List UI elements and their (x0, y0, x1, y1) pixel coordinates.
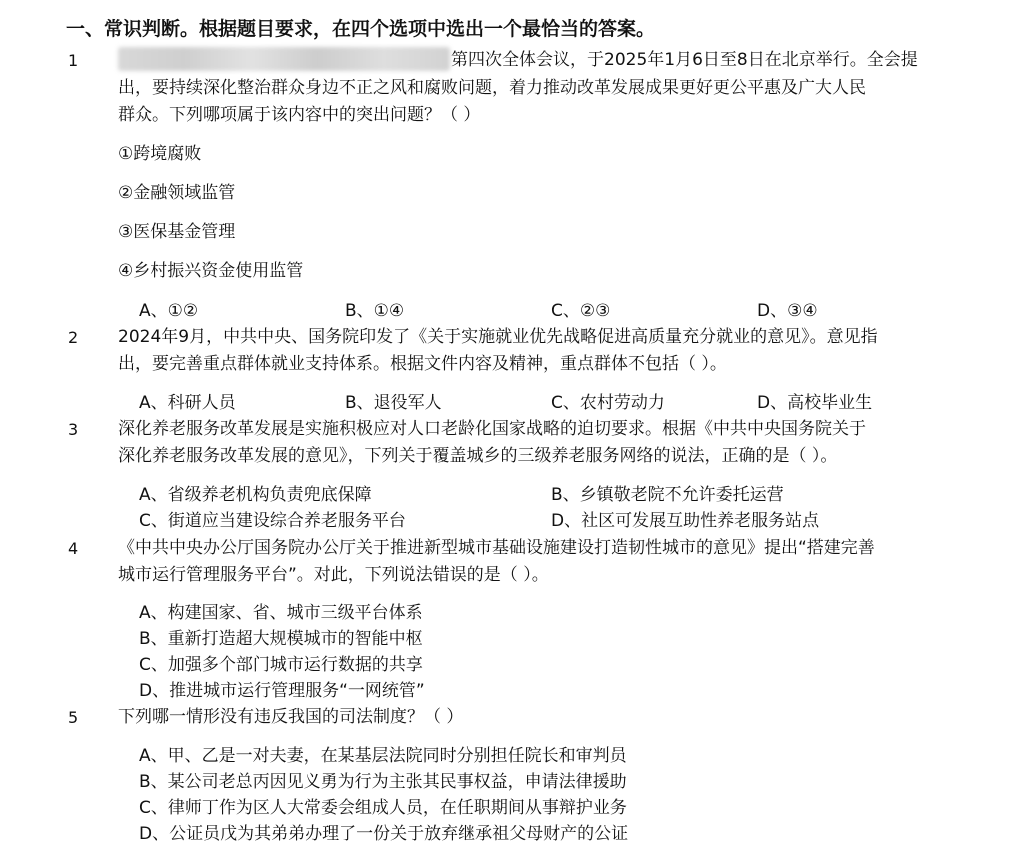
option-a: A、构建国家、省、城市三级平台体系 (139, 603, 423, 623)
question-number: 5 (68, 708, 79, 727)
question-text: 2024年9月，中共中央、国务院印发了《关于实施就业优先战略促进高质量充分就业的意见》。意见指 (118, 327, 878, 347)
question-number: 4 (68, 539, 79, 558)
statement-item: ①跨境腐败 (118, 144, 202, 164)
option-a: A、省级养老机构负责兜底保障 (139, 485, 372, 505)
question-text: 出，要完善重点群体就业支持体系。根据文件内容及精神，重点群体不包括（ ）。 (118, 354, 727, 374)
statement-item: ②金融领域监管 (118, 183, 236, 203)
question-text: 城市运行管理服务平台”。对此，下列说法错误的是（ ）。 (118, 565, 549, 585)
question-text: 深化养老服务改革发展的意见》，下列关于覆盖城乡的三级养老服务网络的说法，正确的是（ ）。 (118, 446, 838, 466)
option-b: B、重新打造超大规模城市的智能中枢 (139, 629, 423, 649)
option-b: B、某公司老总丙因见义勇为行为主张其民事权益，申请法律援助 (139, 772, 627, 792)
option-d: D、社区可发展互助性养老服务站点 (551, 511, 820, 531)
option-c: C、街道应当建设综合养老服务平台 (139, 511, 406, 531)
question-number: 1 (68, 51, 79, 70)
option-d: D、高校毕业生 (757, 393, 873, 413)
option-a: A、科研人员 (139, 393, 236, 413)
option-d: D、③④ (757, 301, 818, 321)
question-number: 3 (68, 420, 79, 439)
option-b: B、①④ (345, 301, 405, 321)
question-text: 深化养老服务改革发展是实施积极应对人口老龄化国家战略的迫切要求。根据《中共中央国务院关于 (118, 419, 866, 439)
section-heading: 一、常识判断。根据题目要求，在四个选项中选出一个最恰当的答案。 (66, 18, 656, 40)
statement-item: ③医保基金管理 (118, 222, 236, 242)
option-c: C、加强多个部门城市运行数据的共享 (139, 655, 423, 675)
option-c: C、律师丁作为区人大常委会组成人员，在任职期间从事辩护业务 (139, 798, 627, 818)
statement-item: ④乡村振兴资金使用监管 (118, 261, 304, 281)
option-a: A、甲、乙是一对夫妻，在某基层法院同时分别担任院长和审判员 (139, 746, 627, 766)
redacted-text (118, 47, 450, 71)
question-text: 出，要持续深化整治群众身边不正之风和腐败问题，着力推动改革发展成果更好更公平惠及广大人民 (118, 78, 866, 98)
option-c: C、农村劳动力 (551, 393, 665, 413)
option-d: D、推进城市运行管理服务“一网统管” (139, 681, 425, 701)
question-text: 《中共中央办公厅国务院办公厅关于推进新型城市基础设施建设打造韧性城市的意见》提出“搭建完善 (118, 538, 875, 558)
question-text: 第四次全体会议，于2025年1月6日至8日在北京举行。全会提 (451, 50, 918, 70)
question-text: 群众。下列哪项属于该内容中的突出问题？（ ） (118, 105, 481, 125)
option-a: A、①② (139, 301, 199, 321)
question-number: 2 (68, 328, 79, 347)
option-b: B、退役军人 (345, 393, 442, 413)
question-text: 下列哪一情形没有违反我国的司法制度？（ ） (118, 707, 464, 727)
option-b: B、乡镇敬老院不允许委托运营 (551, 485, 784, 505)
option-c: C、②③ (551, 301, 611, 321)
option-d: D、公证员戊为其弟弟办理了一份关于放弃继承祖父母财产的公证 (139, 824, 629, 844)
